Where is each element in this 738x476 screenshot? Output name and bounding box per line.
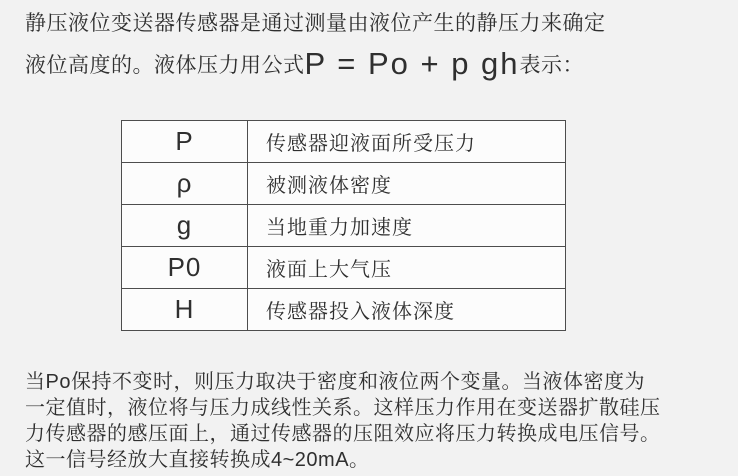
description-cell: 被测液体密度 [248,163,566,205]
symbol-cell: ρ [122,163,248,205]
symbol-cell: P0 [122,247,248,289]
description-cell: 液面上大气压 [248,247,566,289]
symbol-cell: g [122,205,248,247]
paragraph-line: 一定值时，液位将与压力成线性关系。这样压力作用在变送器扩散硅压 [25,397,661,419]
description-cell: 传感器投入液体深度 [248,289,566,331]
pressure-formula: P = Po + p gh [304,46,520,81]
description-cell: 当地重力加速度 [248,205,566,247]
variables-table [121,120,566,331]
paragraph-line: 这一信号经放大直接转换成4~20mA。 [25,449,370,471]
paragraph-line: 当Po保持不变时，则压力取决于密度和液位两个变量。当液体密度为 [25,371,645,393]
description-cell: 传感器迎液面所受压力 [248,121,566,163]
symbol-cell: P [122,121,248,163]
intro-line-2-prefix: 液位高度的。液体压力用公式 [25,54,305,77]
table-row [122,289,566,331]
paragraph-line: 力传感器的感压面上，通过传感器的压阻效应将压力转换成电压信号。 [25,423,661,445]
table-row [122,121,566,163]
symbol-cell: H [122,289,248,331]
intro-line-1: 静压液位变送器传感器是通过测量由液位产生的静压力来确定 [25,12,606,35]
table-row [122,163,566,205]
table-row [122,247,566,289]
explanation-paragraph [25,369,730,473]
intro-line-2 [25,44,725,86]
table-row [122,205,566,247]
intro-text [25,4,725,86]
intro-line-2-suffix: 表示： [519,54,585,77]
